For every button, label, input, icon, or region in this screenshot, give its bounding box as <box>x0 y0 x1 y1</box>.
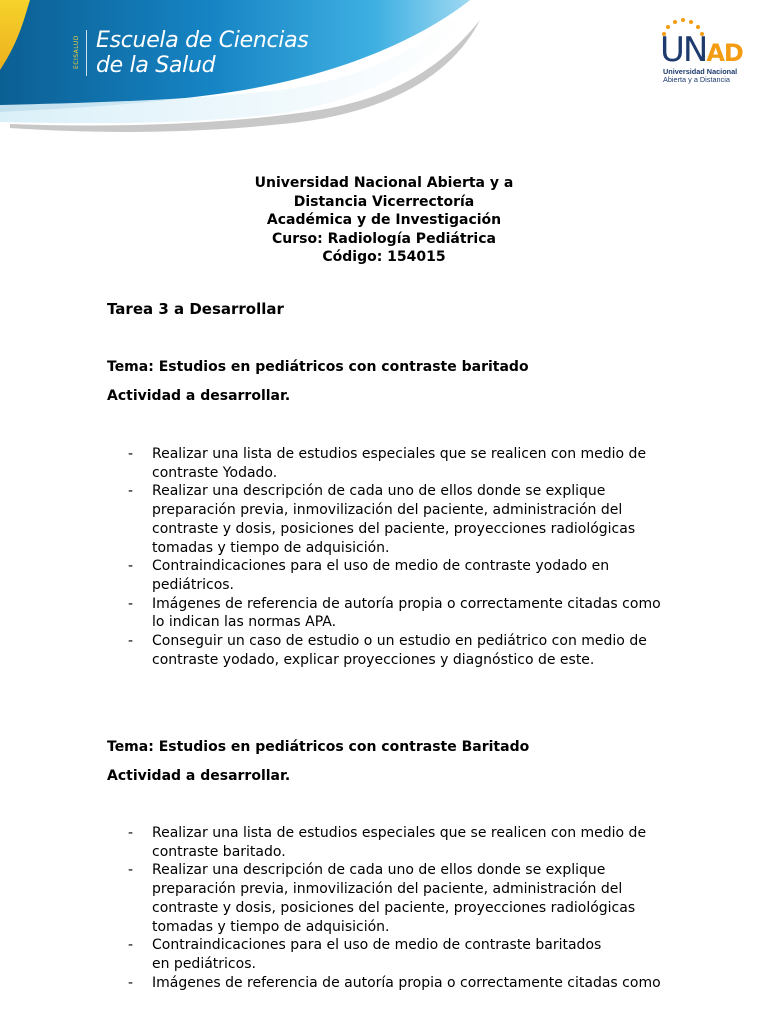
section2-tema: Tema: Estudios en pediátricos con contraste Baritado <box>107 739 530 755</box>
document-header <box>0 174 768 267</box>
list-bullet: - <box>128 974 134 991</box>
list-item-text: Contraindicaciones para el uso de medio de contraste yodado en pediátricos. <box>152 558 610 593</box>
list-bullet: - <box>128 937 134 954</box>
logo-dot <box>673 20 677 24</box>
list-item <box>128 936 688 973</box>
list-item <box>128 445 688 482</box>
list-item <box>128 974 688 993</box>
task-title: Tarea 3 a Desarrollar <box>107 300 284 318</box>
list-bullet: - <box>128 446 134 462</box>
list-item <box>128 595 688 632</box>
logo-dot <box>681 18 685 22</box>
list-item-text: Realizar una descripción de cada uno de ellos donde se explique preparación previa, inmovilización del paciente, administración del contraste y dosis, posiciones del paciente, proyecciones radiológicas tomadas y tiempo de adquisición. <box>152 862 636 935</box>
list-item-text: Realizar una lista de estudios especiales que se realicen con medio de contraste Yodado. <box>152 446 647 481</box>
list-bullet: - <box>128 483 134 500</box>
list-item-text: Contraindicaciones para el uso de medio de contraste baritados en pediátricos. <box>152 937 602 972</box>
list-bullet: - <box>128 825 134 841</box>
header-line: Universidad Nacional Abierta y a <box>254 175 514 191</box>
list-item-text: Realizar una descripción de cada uno de ellos donde se explique preparación previa, inmovilización del paciente, administración del contraste y dosis, posiciones del paciente, proyecciones radiológicas tomadas y tiempo de adquisición. <box>152 483 636 556</box>
header-line: Distancia Vicerrectoría <box>293 193 475 210</box>
header-banner <box>0 0 768 135</box>
logo-wordmark <box>660 32 743 71</box>
list-bullet: - <box>128 862 134 879</box>
list-bullet: - <box>128 558 134 575</box>
section1-actividad: Actividad a desarrollar. <box>107 388 291 404</box>
list-bullet: - <box>128 633 134 650</box>
logo-letter-n: N <box>682 30 707 70</box>
list-item-text: Conseguir un caso de estudio o un estudio en pediátrico con medio de contraste yodado, explicar proyecciones y diagnóstico de este. <box>152 633 647 668</box>
logo-dot <box>696 25 700 29</box>
logo-letters-ad: AD <box>706 39 743 67</box>
banner-title-line1: Escuela de Ciencias <box>96 28 309 53</box>
unad-logo <box>660 18 746 90</box>
logo-subtitle-line2: Abierta y a Distancia <box>663 75 730 84</box>
section2-list <box>128 824 688 992</box>
list-item <box>128 824 688 861</box>
list-item <box>128 482 688 557</box>
logo-letter-u: U <box>660 30 683 70</box>
list-item <box>128 632 688 669</box>
logo-dot <box>689 20 693 24</box>
list-item <box>128 557 688 594</box>
section2-actividad: Actividad a desarrollar. <box>107 768 291 784</box>
logo-subtitle-line1: Universidad Nacional <box>663 67 738 76</box>
section1-list <box>128 445 688 669</box>
header-line: Académica y de Investigación <box>266 212 502 228</box>
banner-title-line2: de la Salud <box>96 53 216 78</box>
section1-tema: Tema: Estudios en pediátricos con contraste baritado <box>107 359 529 375</box>
logo-dot <box>666 25 670 29</box>
list-item-text: Realizar una lista de estudios especiales que se realicen con medio de contraste baritado. <box>152 825 647 860</box>
banner-separator <box>86 30 87 76</box>
header-line: Código: 154015 <box>322 249 446 265</box>
banner-vertical-label: ECISALUD <box>73 35 80 69</box>
list-item-text: Imágenes de referencia de autoría propia o correctamente citadas como lo indican las normas APA. <box>152 595 661 631</box>
header-line: Curso: Radiología Pediátrica <box>272 230 496 247</box>
list-bullet: - <box>128 595 134 612</box>
list-item <box>128 861 688 936</box>
list-item-text: Imágenes de referencia de autoría propia o correctamente citadas como <box>152 974 661 991</box>
